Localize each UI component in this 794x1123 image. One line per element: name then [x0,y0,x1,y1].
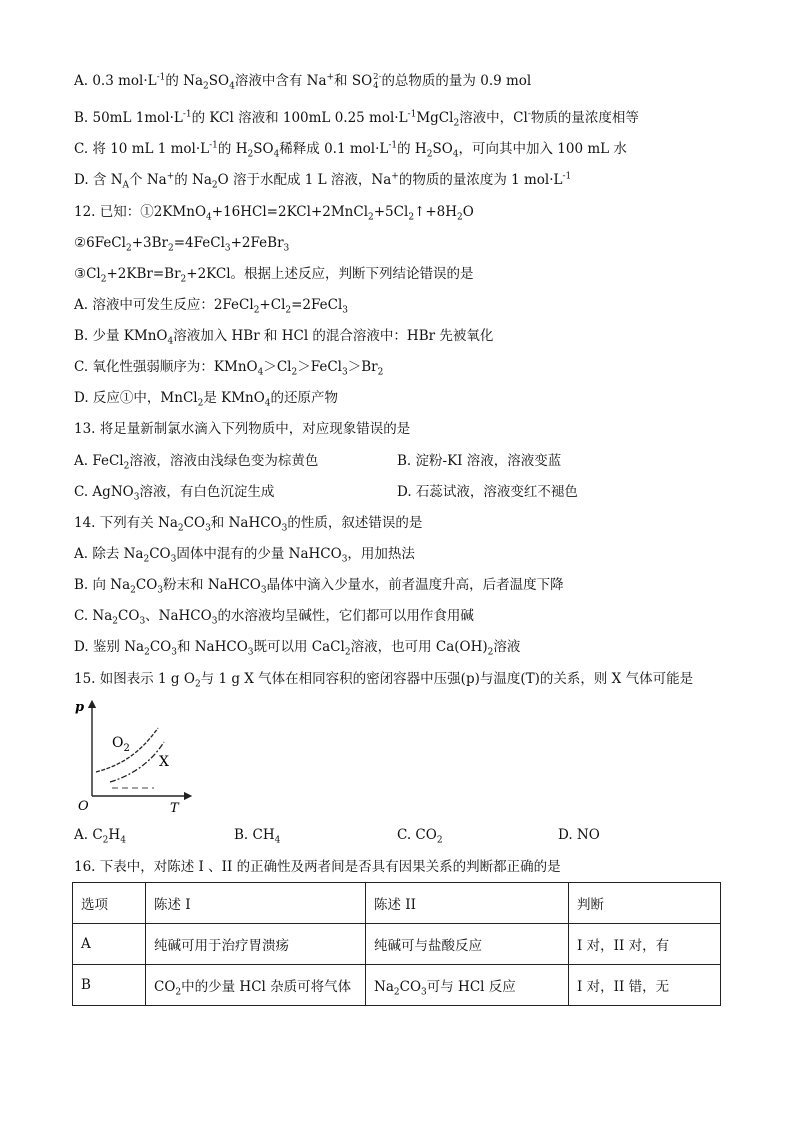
q15-option-b: B. $CH_4$ [234,827,281,846]
q12-equation-2: $②6FeCl_2+3Br_2=4FeCl_3+2FeBr_3$ [74,235,290,254]
header-statement-1: 陈述 I [146,883,366,924]
q14-option-d: D. 鉴别 $Na_2CO_3$和 NaHCO$_3$既可以用 CaCl$_2$溶液，也可用 $Ca(OH)_2$溶液 [74,639,521,658]
q12-stem: 12. 已知：$①2KMnO_4+16HCl=2KCl+2MnCl_2+5Cl_2↑+8H_2O$ [74,204,474,223]
row-b-statement-2: $Na_2CO_3$可与 HCl 反应 [366,965,569,1006]
row-a-statement-1: 纯碱可用于治疗胃溃疡 [146,924,366,965]
x-axis-label: T [170,801,179,816]
q12-option-c: C. 氧化性强弱顺序为：$KMnO_4>Cl_2>FeCl_3>Br_2$ [74,359,384,378]
row-b-option: B [73,965,146,1006]
pressure-temperature-graph [70,696,200,818]
q15-option-c: C. $CO_2$ [397,827,443,846]
q11-option-a: A. 0.3 $mol\cdot L^{-1}$的 $Na_2SO_4$溶液中含有 Na+和 SO 2- 4 的总物质的量为 0.9 mol [74,71,532,92]
table-row [73,965,721,1006]
header-statement-2: 陈述 II [366,883,569,924]
header-judgement: 判断 [569,883,721,924]
q14-option-c: C. $Na_2CO_3$、NaHCO$_3$的水溶液均呈碱性，它们都可以用作食用碱 [74,608,474,627]
q16-stem: 16. 下表中，对陈述 I 、II 的正确性及两者间是否具有因果关系的判断都正确的是 [74,859,561,875]
header-option: 选项 [73,883,146,924]
table-row [73,924,721,965]
row-a-option: A [73,924,146,965]
q14-stem: 14. 下列有关 $Na_2CO_3$和 NaHCO$_3$的性质，叙述错误的是 [74,515,423,534]
row-b-judgement: I 对，II 错，无 [569,965,721,1006]
row-a-statement-2: 纯碱可与盐酸反应 [366,924,569,965]
q15-stem: 15. 如图表示 1 g $O_2$与 1 g X 气体在相同容积的密闭容器中压强(p)与温度(T)的关系，则 X 气体可能是 [74,671,694,690]
q13-option-a: A. FeCl$_2$溶液，溶液由浅绿色变为棕黄色 [74,453,319,472]
origin-label: O [78,799,89,814]
q13-option-d: D. 石蕊试液，溶液变红不褪色 [397,484,578,500]
q14-option-b: B. 向 $Na_2CO_3$粉末和 NaHCO$_3$晶体中滴入少量水，前者温度升高，后者温度下降 [74,577,564,596]
q12-option-b: B. 少量 KMnO$_4$溶液加入 HBr 和 HCl 的混合溶液中：HBr 先被氧化 [74,328,494,347]
q11-option-c: C. 将 10 mL 1 $mol\cdot L^{-1}$的 $H_2SO_4$稀释成 0.1 $mol\cdot L^{-1}$的 $H_2SO_4$，可向其中加入 100 mL 水 [74,140,627,160]
q14-option-a: A. 除去 $Na_2CO_3$固体中混有的少量 NaHCO$_3$，用加热法 [74,546,415,565]
table-header-row [73,883,721,924]
y-axis-label: p [75,700,85,715]
x-curve-label: X [159,754,169,770]
q11-option-d: D. 含 $N_A$个 Na+的 $Na_2O$ 溶于水配成 1 L 溶液，Na+的物质的量浓度为 1 $mol\cdot L^{-1}$ [74,171,572,191]
q15-option-a: A. $C_2H_4$ [74,827,126,846]
q12-option-a: A. 溶液中可发生反应：$2FeCl_2+Cl_2=2FeCl_3$ [74,297,349,316]
row-a-judgement: I 对，II 对，有 [569,924,721,965]
o2-curve-label: $O_2$ [112,735,130,754]
q12-option-d: D. 反应①中，MnCl$_2$是 KMnO$_4$的还原产物 [74,390,339,409]
q12-equation-3: $③Cl_2+2KBr=Br_2+2KCl$。根据上述反应，判断下列结论错误的是 [74,266,474,285]
q15-option-d: D. NO [558,827,600,843]
q13-option-b: B. 淀粉-KI 溶液，溶液变蓝 [397,453,562,469]
q13-stem: 13. 将足量新制氯水滴入下列物质中，对应现象错误的是 [74,421,411,437]
q16-table [72,882,721,1006]
row-b-statement-1: $CO_2$中的少量 HCl 杂质可将气体 [146,965,366,1006]
q13-option-c: C. AgNO$_3$溶液，有白色沉淀生成 [74,484,275,503]
q11-option-b: B. 50mL $1mol\cdot L^{-1}$的 KCl 溶液和 100mL 0.25 $mol\cdot L^{-1}MgCl_2$溶液中，Cl-物质的量浓度相等 [74,109,639,129]
